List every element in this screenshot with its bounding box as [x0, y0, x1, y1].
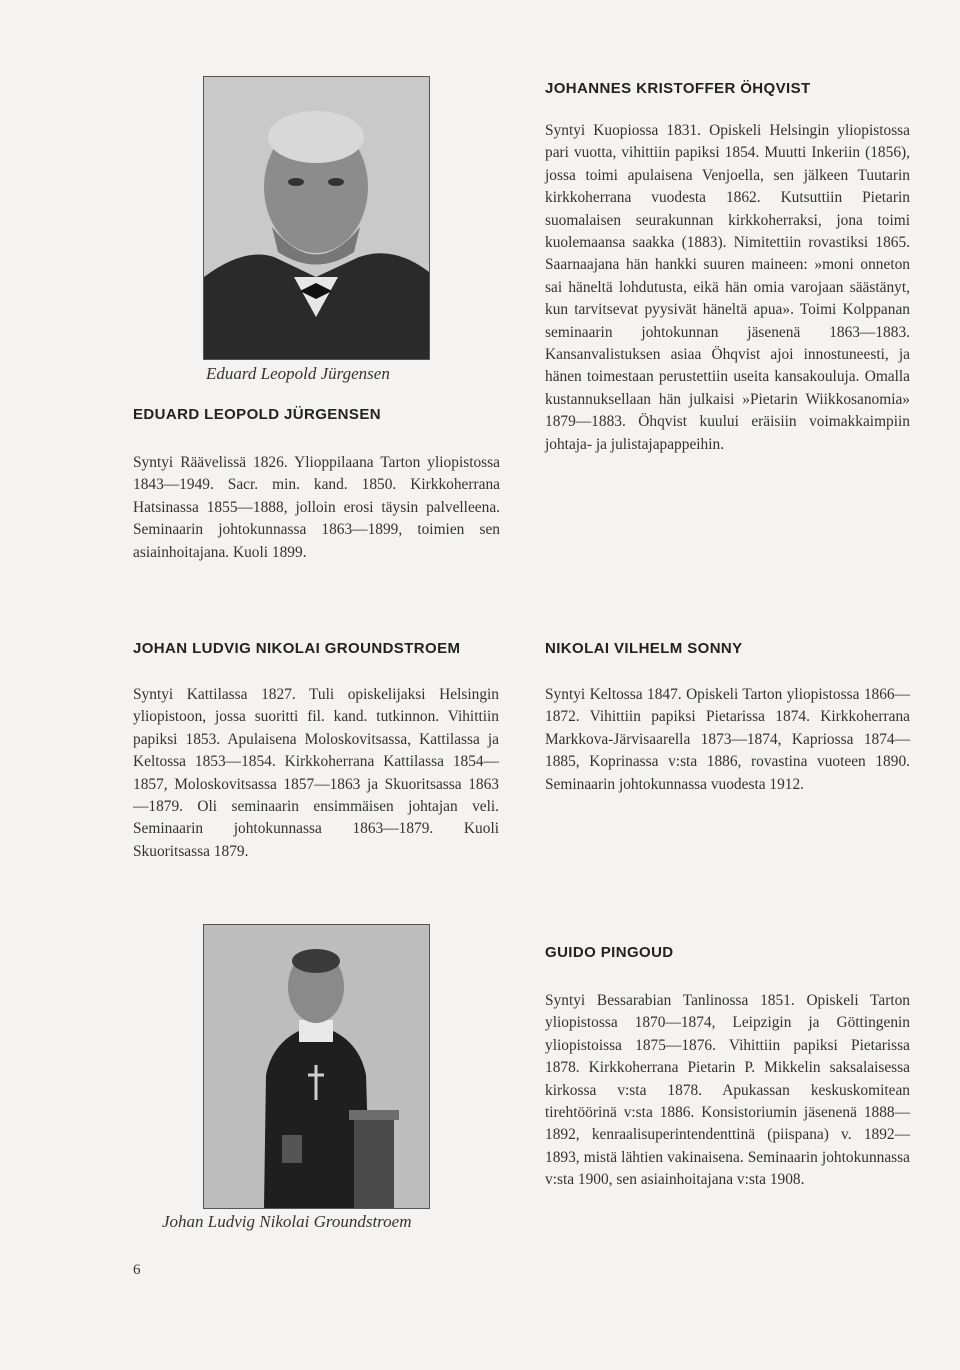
heading-sonny: NIKOLAI VILHELM SONNY	[545, 640, 743, 657]
portrait-groundstroem	[203, 924, 430, 1209]
heading-oehqvist: JOHANNES KRISTOFFER ÖHQVIST	[545, 80, 811, 97]
page-number: 6	[133, 1262, 141, 1278]
heading-groundstroem: JOHAN LUDVIG NIKOLAI GROUNDSTROEM	[133, 640, 461, 657]
heading-pingoud: GUIDO PINGOUD	[545, 944, 674, 961]
text-juergensen: Syntyi Räävelissä 1826. Ylioppilaana Tarton yliopistossa 1843—1949. Sacr. min. kand. 1850. Kirkkoherrana Hatsinassa 1855—1888, jolloin erosi täysin palvelleena. Seminaarin johtokunnassa 1863—1899, toimien sen asiainhoitajana. Kuoli 1899.	[133, 454, 500, 561]
text-groundstroem: Syntyi Kattilassa 1827. Tuli opiskelijaksi Helsingin yliopistoon, jossa suoritti fil. kand. tutkinnon. Vihittiin papiksi 1853. Apulaisena Moloskovitsassa, Kattilassa ja Keltossa 1853—1854. Kirkkoherrana Kattilassa 1854—1857, Moloskovitsassa 1857—1863 ja Skuoritsassa 1863—1879. Oli seminaarin ensimmäisen johtajan veli. Seminaarin johtokunnassa 1863—1879. Kuoli Skuoritsassa 1879.	[133, 686, 499, 860]
photo-caption-juergensen: Eduard Leopold Jürgensen	[206, 364, 390, 383]
portrait-juergensen	[203, 76, 430, 360]
photo-caption-groundstroem: Johan Ludvig Nikolai Groundstroem	[162, 1212, 412, 1231]
text-sonny: Syntyi Keltossa 1847. Opiskeli Tarton yliopistossa 1866—1872. Vihittiin papiksi Pietarissa 1874. Kirkkoherrana Markkova-Järvisaarella 1873—1874, Kapriossa 1874—1885, Koprinassa v:sta 1886, rovastina vuoteen 1890. Seminaarin johtokunnassa vuodesta 1912.	[545, 686, 910, 793]
text-oehqvist: Syntyi Kuopiossa 1831. Opiskeli Helsingin yliopistossa pari vuotta, vihittiin papiksi 1854. Muutti Inkeriin (1856), jossa toimi apulaisena Venjoella, sen jälkeen Tuutarin kirkkoherrana vuodesta 1862. Kutsuttiin Pietarin suomalaisen seurakunnan kirkkoherraksi, jona toimi kuolemaansa saakka (1883). Nimitettiin rovastiksi 1865. Saarnaajana hän hankki suuren maineen: »moni onneton sai häneltä lohdutusta, eikä hän omia varojaan säästänyt, kun tarvitsevat pyysivät häneltä apua». Toimi Kolppanan seminaarin johtokunnan jäsenenä 1863—1883. Kansanvalistuksen asiaa Öhqvist ajoi innostuneesti, ja hänen toimestaan perustettiin useita kansakouluja. Omalla kustannuksellaan hän julkaisi »Pietarin Wiikkosanomia» 1879—1883. Öhqvist kuului eräisiin voimakkaimpiin johtaja- ja julistajapappeihin.	[545, 122, 910, 453]
text-pingoud: Syntyi Bessarabian Tanlinossa 1851. Opiskeli Tarton yliopistossa 1870—1874, Leipzigin ja Göttingenin yliopistoissa 1875—1876. Vihittiin papiksi Pietarissa 1878. Kirkkoherrana Pietarin P. Mikkelin saksalaisessa kirkossa v:sta 1878. Apukassan keskuskomitean tirehtöörinä v:sta 1886. Konsistoriumin jäsenenä 1888—1892, kenraalisuperintendenttinä (piispana) v. 1892—1893, mistä lähtien vakinaisena. Seminaarin johtokunnassa v:sta 1900, sen asiainhoitajana v:sta 1908.	[545, 992, 910, 1189]
heading-juergensen: EDUARD LEOPOLD JÜRGENSEN	[133, 406, 381, 423]
